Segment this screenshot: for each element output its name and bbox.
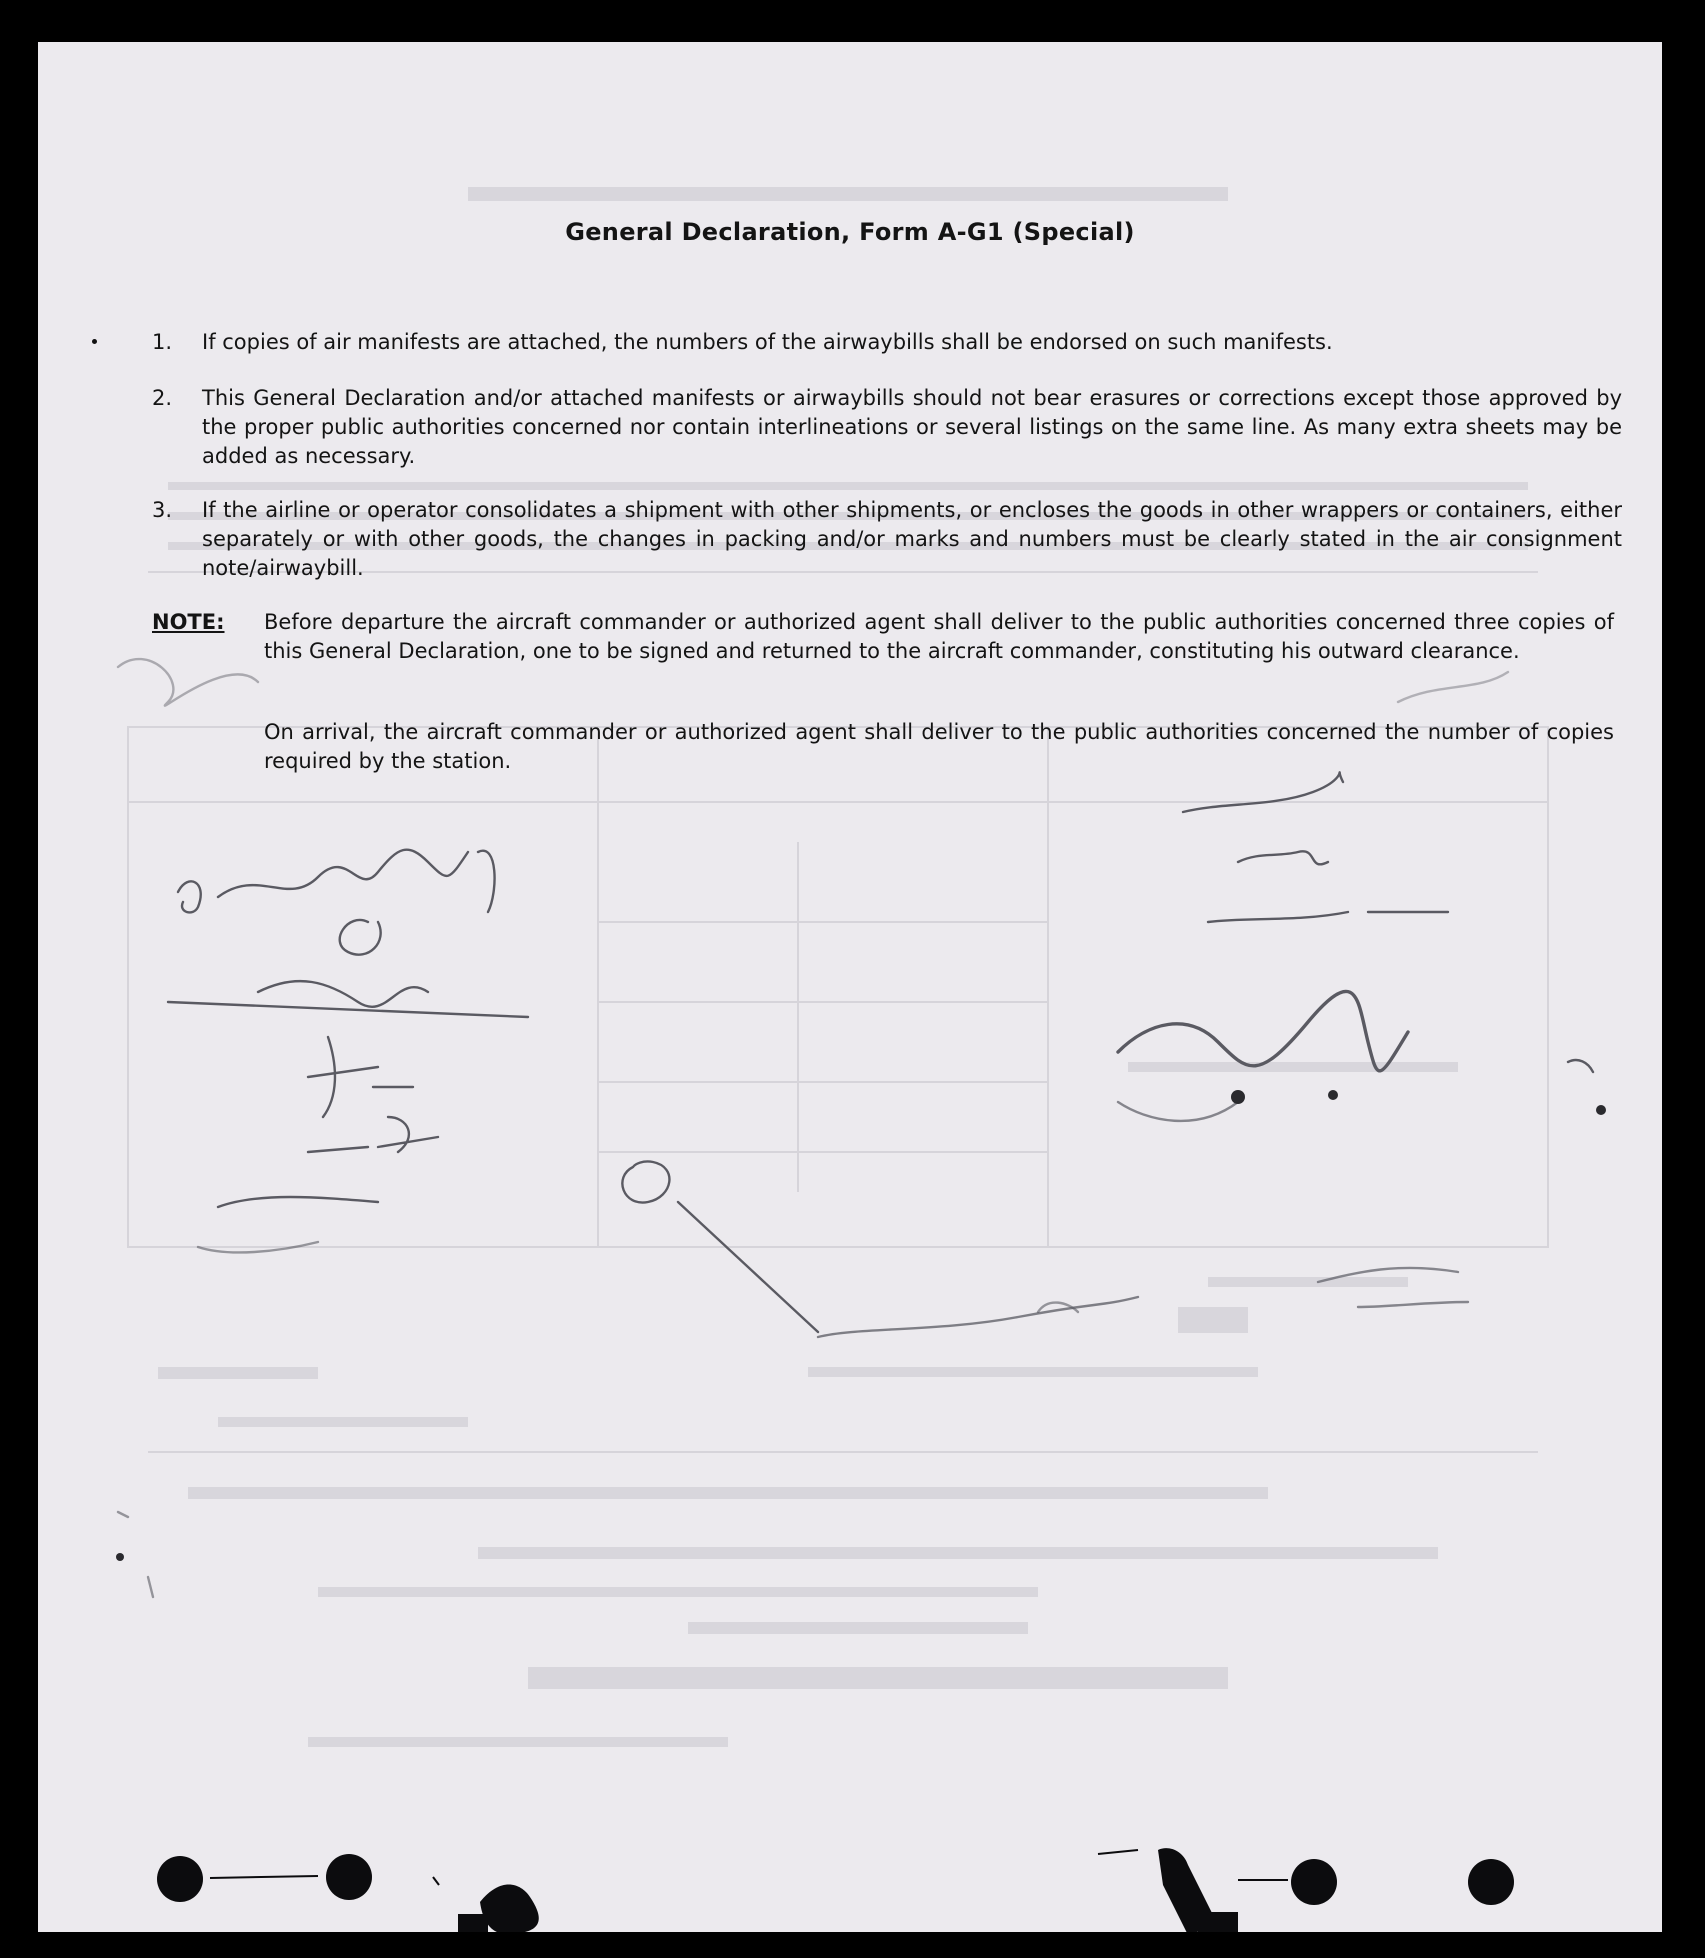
handwritten-note-right <box>1183 772 1343 812</box>
item-number: 3. <box>152 498 173 522</box>
note-paragraph: Before departure the aircraft commander or authorized agent shall deliver to the public authorities concerned three copies of this General Declaration, one to be signed and returned to the aircraft commander, constituting his outward clearance. <box>264 610 1614 663</box>
note-paragraph: On arrival, the aircraft commander or authorized agent shall deliver to the public authorities concerned the number of copies required by the station. <box>264 720 1614 773</box>
binding-hole <box>326 1854 372 1900</box>
handwritten-circle <box>622 1161 669 1202</box>
handwritten-annotations <box>38 42 1662 1932</box>
item-text: If copies of air manifests are attached, the numbers of the airwaybills shall be endorsed on such manifests. <box>202 330 1333 354</box>
binding-holes <box>157 1848 1514 1932</box>
page-title: General Declaration, Form A-G1 (Special) <box>565 218 1135 246</box>
item-text: This General Declaration and/or attached manifests or airwaybills should not bear erasures or corrections except those approved by the proper public authorities concerned nor contain interlineations or several listings on the same line. As many extra sheets may be added as necessary. <box>202 386 1622 468</box>
document-page <box>38 42 1662 1932</box>
item-text: If the airline or operator consolidates a shipment with other shipments, or encloses the goods in other wrappers or containers, either separately or with other goods, the changes in packing and/or marks and numbers must be clearly stated in the air consignment note/airwaybill. <box>202 498 1622 580</box>
binding-hole <box>157 1856 203 1902</box>
item-number: 1. <box>152 330 173 354</box>
item-number: 2. <box>152 386 173 410</box>
binding-hole <box>1291 1859 1337 1905</box>
handwritten-note-left <box>178 881 201 912</box>
binding-hole <box>1468 1859 1514 1905</box>
note-label: NOTE: <box>152 610 225 634</box>
signature-mark <box>1118 991 1408 1070</box>
